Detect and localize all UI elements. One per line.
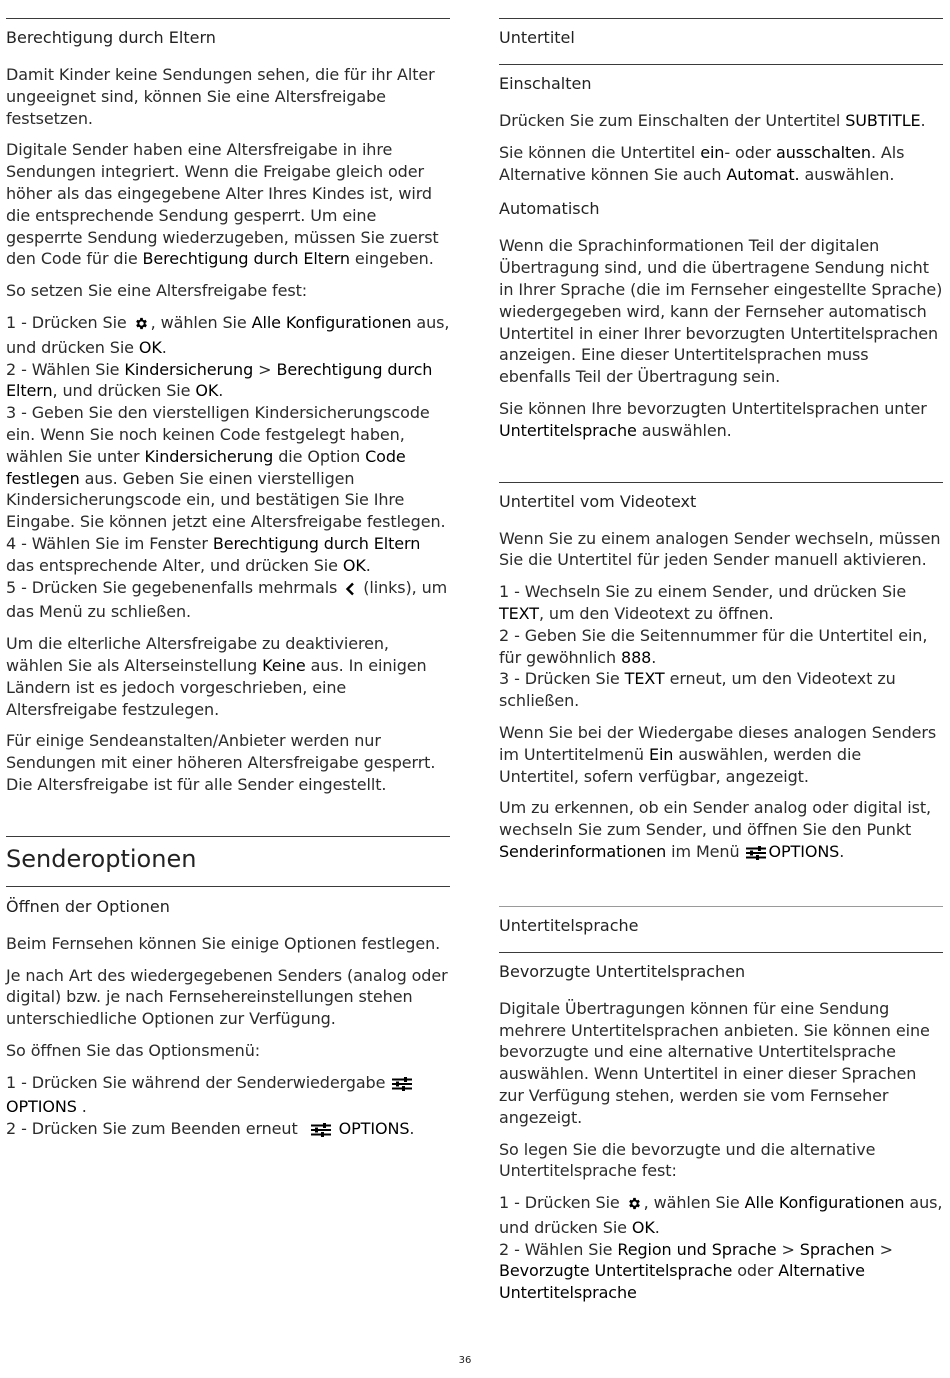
heading-untertitelsprache: Untertitelsprache [499,906,943,936]
paragraph: Digitale Sender haben eine Altersfreigabe in ihre Sendungen integriert. Wenn die Freigabe gleich oder höher als das eingegebene Alter Ihres Kindes ist, wird die entsprechende Sendung gesperrt. Um eine gesperrte Sendung wiederzugeben, müssen Sie zuerst den Code für die Berechtigung durch Eltern eingeben. [6,140,439,269]
chevron-left-icon [344,580,356,602]
heading-oeffnen-der-optionen: Öffnen der Optionen [6,896,170,916]
paragraph: So legen Sie die bevorzugte und die alternative Untertitelsprache fest: [499,1139,876,1181]
options-sliders-icon [311,1121,331,1143]
steps-untertitelsprache [499,1192,943,1304]
step-2: 2 - Drücken Sie zum Beenden erneut OPTIONS. [6,1118,450,1143]
steps-optionen [6,1072,450,1143]
paragraph: Beim Fernsehen können Sie einige Optionen festlegen. [6,933,441,953]
step-1: 1 - Drücken Sie , wählen Sie Alle Konfigurationen aus, und drücken Sie OK. [6,312,450,357]
paragraph: Je nach Art des wiedergegebenen Senders (analog oder digital) bzw. je nach Fernsehereinstellungen stehen unterschiedliche Optionen zur Verfügung. [6,965,448,1029]
step-3: 3 - Drücken Sie TEXT erneut, um den Videotext zu schließen. [499,669,896,711]
paragraph: Sie können die Untertitel ein- oder ausschalten. Als Alternative können Sie auch Automat. auswählen. [499,142,905,184]
paragraph: Wenn Sie zu einem analogen Sender wechseln, müssen Sie die Untertitel für jeden Sender manuell aktivieren. [499,528,941,570]
step-2: 2 - Wählen Sie Kindersicherung > Berechtigung durch Eltern, und drücken Sie OK. [6,359,433,401]
right-column [499,0,943,1314]
step-1: 1 - Wechseln Sie zu einem Sender, und drücken Sie TEXT, um den Videotext zu öffnen. [499,582,907,623]
options-sliders-icon [392,1075,412,1097]
step-5: 5 - Drücken Sie gegebenenfalls mehrmals (links), um das Menü zu schließen. [6,577,448,622]
step-1: 1 - Drücken Sie während der Senderwiedergabe OPTIONS . [6,1072,450,1119]
paragraph: So öffnen Sie das Optionsmenü: [6,1040,261,1060]
heading-untertitel-vom-videotext: Untertitel vom Videotext [499,482,943,512]
paragraph: Um die elterliche Altersfreigabe zu deaktivieren, wählen Sie als Alterseinstellung Keine aus. In einigen Ländern ist es jedoch vorgeschrieben, eine Altersfreigabe festzulegen. [6,634,427,719]
steps-altersfreigabe [6,312,450,623]
paragraph: Wenn Sie bei der Wiedergabe dieses analogen Senders im Untertitelmenü Ein auswählen, werden die Untertitel, sofern verfügbar, angezeigt. [499,722,937,786]
heading-untertitel: Untertitel [499,18,943,48]
step-3: 3 - Geben Sie den vierstelligen Kindersicherungscode ein. Wenn Sie noch keinen Code festgelegt haben, wählen Sie unter Kindersicherung die Option Code festlegen aus. Geben Sie einen vierstelligen Kindersicherungscode ein, und bestätigen Sie Ihre Eingabe. Sie können jetzt eine Altersfreigabe festlegen. [6,403,446,532]
gear-icon [627,1195,642,1217]
left-column [6,0,450,1153]
step-1: 1 - Drücken Sie , wählen Sie Alle Konfigurationen aus, und drücken Sie OK. [499,1193,943,1237]
heading-senderoptionen: Senderoptionen [6,836,450,887]
heading-bevorzugte-untertitelsprachen: Bevorzugte Untertitelsprachen [499,952,943,982]
step-2: 2 - Geben Sie die Seitennummer für die Untertitel ein, für gewöhnlich 888. [499,625,928,667]
steps-videotext [499,581,943,712]
step-2: 2 - Wählen Sie Region und Sprache > Sprachen > Bevorzugte Untertitelsprache oder Alternative Untertitelsprache [499,1239,893,1303]
page-number: 36 [458,1355,472,1366]
heading-automatisch: Automatisch [499,199,600,219]
options-sliders-icon [746,844,766,866]
paragraph: Drücken Sie zum Einschalten der Untertitel SUBTITLE. [499,111,926,130]
heading-einschalten: Einschalten [499,64,943,94]
paragraph: Sie können Ihre bevorzugten Untertitelsprachen unter Untertitelsprache auswählen. [499,398,927,440]
paragraph: Wenn die Sprachinformationen Teil der digitalen Übertragung sind, und die übertragene Sendung nicht in Ihrer Sprache (die im Fernseher eingestellte Sprache) wiedergegeben wird, kann der Fernseher automatisch Untertitel in einer Ihrer bevorzugten Untertitelsprachen anzeigen. Eine dieser Untertitelsprachen muss ebenfalls Teil der Übertragung sein. [499,236,943,387]
paragraph: Damit Kinder keine Sendungen sehen, die für ihr Alter ungeeignet sind, können Sie eine Altersfreigabe festsetzen. [6,65,435,128]
heading-berechtigung-durch-eltern: Berechtigung durch Eltern [6,18,450,48]
gear-icon [134,315,149,337]
paragraph: Um zu erkennen, ob ein Sender analog oder digital ist, wechseln Sie zum Sender, und öffnen Sie den Punkt Senderinformationen im Menü OPTIONS. [499,797,943,865]
paragraph: Für einige Sendeanstalten/Anbieter werden nur Sendungen mit einer höheren Altersfreigabe gesperrt. Die Altersfreigabe ist für alle Sender eingestellt. [6,731,436,794]
step-4: 4 - Wählen Sie im Fenster Berechtigung durch Eltern das entsprechende Alter, und drücken Sie OK. [6,533,421,575]
paragraph: Digitale Übertragungen können für eine Sendung mehrere Untertitelsprachen anbieten. Sie können eine bevorzugte und eine alternative Untertitelsprache auswählen. Wenn Untertitel in einer dieser Sprachen zur Verfügung stehen, werden sie vom Fernseher angezeigt. [499,998,930,1127]
paragraph: So setzen Sie eine Altersfreigabe fest: [6,281,308,301]
